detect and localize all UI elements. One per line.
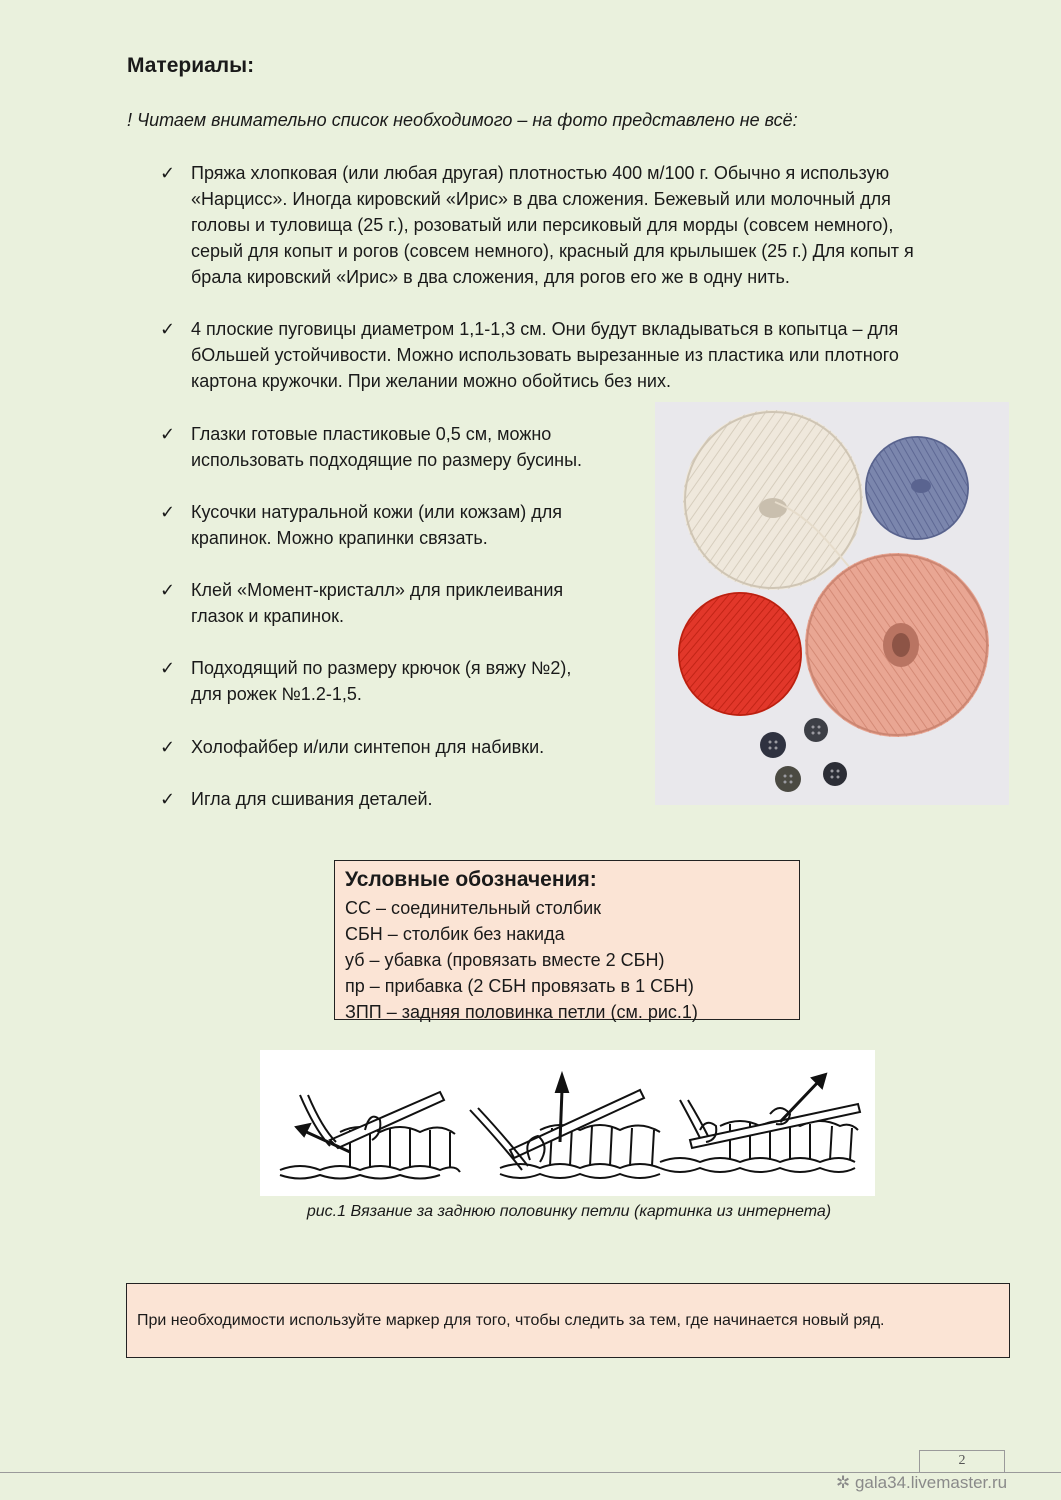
item-line: Клей «Момент-кристалл» для приклеивания bbox=[191, 580, 564, 600]
crochet-step-1 bbox=[280, 1092, 460, 1179]
item-line: использовать подходящие по размеру бусины. bbox=[191, 450, 583, 470]
checkmark-icon: ✓ bbox=[160, 580, 176, 600]
legend-row: уб – убавка (провязать вместе 2 СБН) bbox=[345, 950, 665, 970]
checkmark-icon: ✓ bbox=[160, 163, 176, 183]
checkmark-icon: ✓ bbox=[160, 319, 176, 339]
item-line: картона кружочки. При желании можно обойтись без них. bbox=[191, 371, 671, 391]
checkmark-icon: ✓ bbox=[160, 658, 176, 678]
item-line: бОльшей устойчивости. Можно использовать вырезанные из пластика или плотного bbox=[191, 345, 899, 365]
legend-row: СБН – столбик без накида bbox=[345, 924, 565, 944]
materials-heading: Материалы: bbox=[127, 54, 255, 77]
item-line: серый для копыт и рогов (совсем немного), красный для крылышек (25 г.) Для копыт я bbox=[191, 241, 914, 261]
item-line: брала кировский «Ирис» в два сложения, для рогов его же в одну нить. bbox=[191, 267, 790, 287]
item-line: 4 плоские пуговицы диаметром 1,1-1,3 см. Они будут вкладываться в копытца – для bbox=[191, 319, 899, 339]
crochet-step-3 bbox=[660, 1074, 860, 1172]
white-yarn-ball bbox=[683, 410, 875, 592]
legend-box bbox=[334, 860, 800, 1020]
blue-yarn-ball bbox=[865, 436, 969, 540]
legend-row: пр – прибавка (2 СБН провязать в 1 СБН) bbox=[345, 976, 694, 996]
checkmark-icon: ✓ bbox=[160, 424, 176, 444]
marker-note bbox=[126, 1283, 1010, 1358]
checkmark-icon: ✓ bbox=[160, 737, 176, 757]
item-line: для рожек №1.2-1,5. bbox=[191, 684, 362, 704]
item-line: «Нарцисс». Иногда кировский «Ирис» в два сложения. Бежевый или молочный для bbox=[191, 189, 891, 209]
watermark bbox=[836, 1473, 1007, 1493]
checkmark-icon: ✓ bbox=[160, 789, 176, 809]
peach-yarn-ball bbox=[805, 553, 989, 737]
item-line: Подходящий по размеру крючок (я вяжу №2), bbox=[191, 658, 572, 678]
legend-title: Условные обозначения: bbox=[345, 868, 597, 891]
item-line: Игла для сшивания деталей. bbox=[191, 789, 433, 809]
intro-note: ! Читаем внимательно список необходимого – на фото представлено не всё: bbox=[127, 110, 798, 130]
marker-note-text: При необходимости используйте маркер для того, чтобы следить за тем, где начинается новый ряд. bbox=[137, 1311, 885, 1329]
watermark-text: gala34.livemaster.ru bbox=[854, 1473, 1008, 1492]
item-line: глазок и крапинок. bbox=[191, 606, 344, 626]
item-line: Холофайбер и/или синтепон для набивки. bbox=[191, 737, 545, 757]
page-number: 2 bbox=[919, 1450, 1005, 1472]
buttons-group bbox=[760, 718, 847, 792]
watermark-icon: ✲ bbox=[836, 1473, 855, 1492]
item-line: Кусочки натуральной кожи (или кожзам) для bbox=[191, 502, 563, 522]
item-line: Глазки готовые пластиковые 0,5 см, можно bbox=[191, 424, 552, 444]
figure-caption: рис.1 Вязание за заднюю половинку петли (картинка из интернета) bbox=[306, 1203, 832, 1220]
yarn-photo bbox=[655, 402, 1009, 805]
checkmark-icon: ✓ bbox=[160, 502, 176, 522]
red-yarn-ball bbox=[678, 592, 802, 716]
crochet-step-2 bbox=[470, 1074, 660, 1178]
legend-row: СС – соединительный столбик bbox=[345, 898, 602, 918]
item-line: головы и туловища (25 г.), розоватый или персиковый для морды (совсем немного), bbox=[191, 215, 894, 235]
item-line: крапинок. Можно крапинки связать. bbox=[191, 528, 488, 548]
item-line: Пряжа хлопковая (или любая другая) плотностью 400 м/100 г. Обычно я использую bbox=[191, 163, 890, 183]
legend-row: ЗПП – задняя половинка петли (см. рис.1) bbox=[345, 1002, 698, 1022]
crochet-figure bbox=[260, 1050, 875, 1196]
